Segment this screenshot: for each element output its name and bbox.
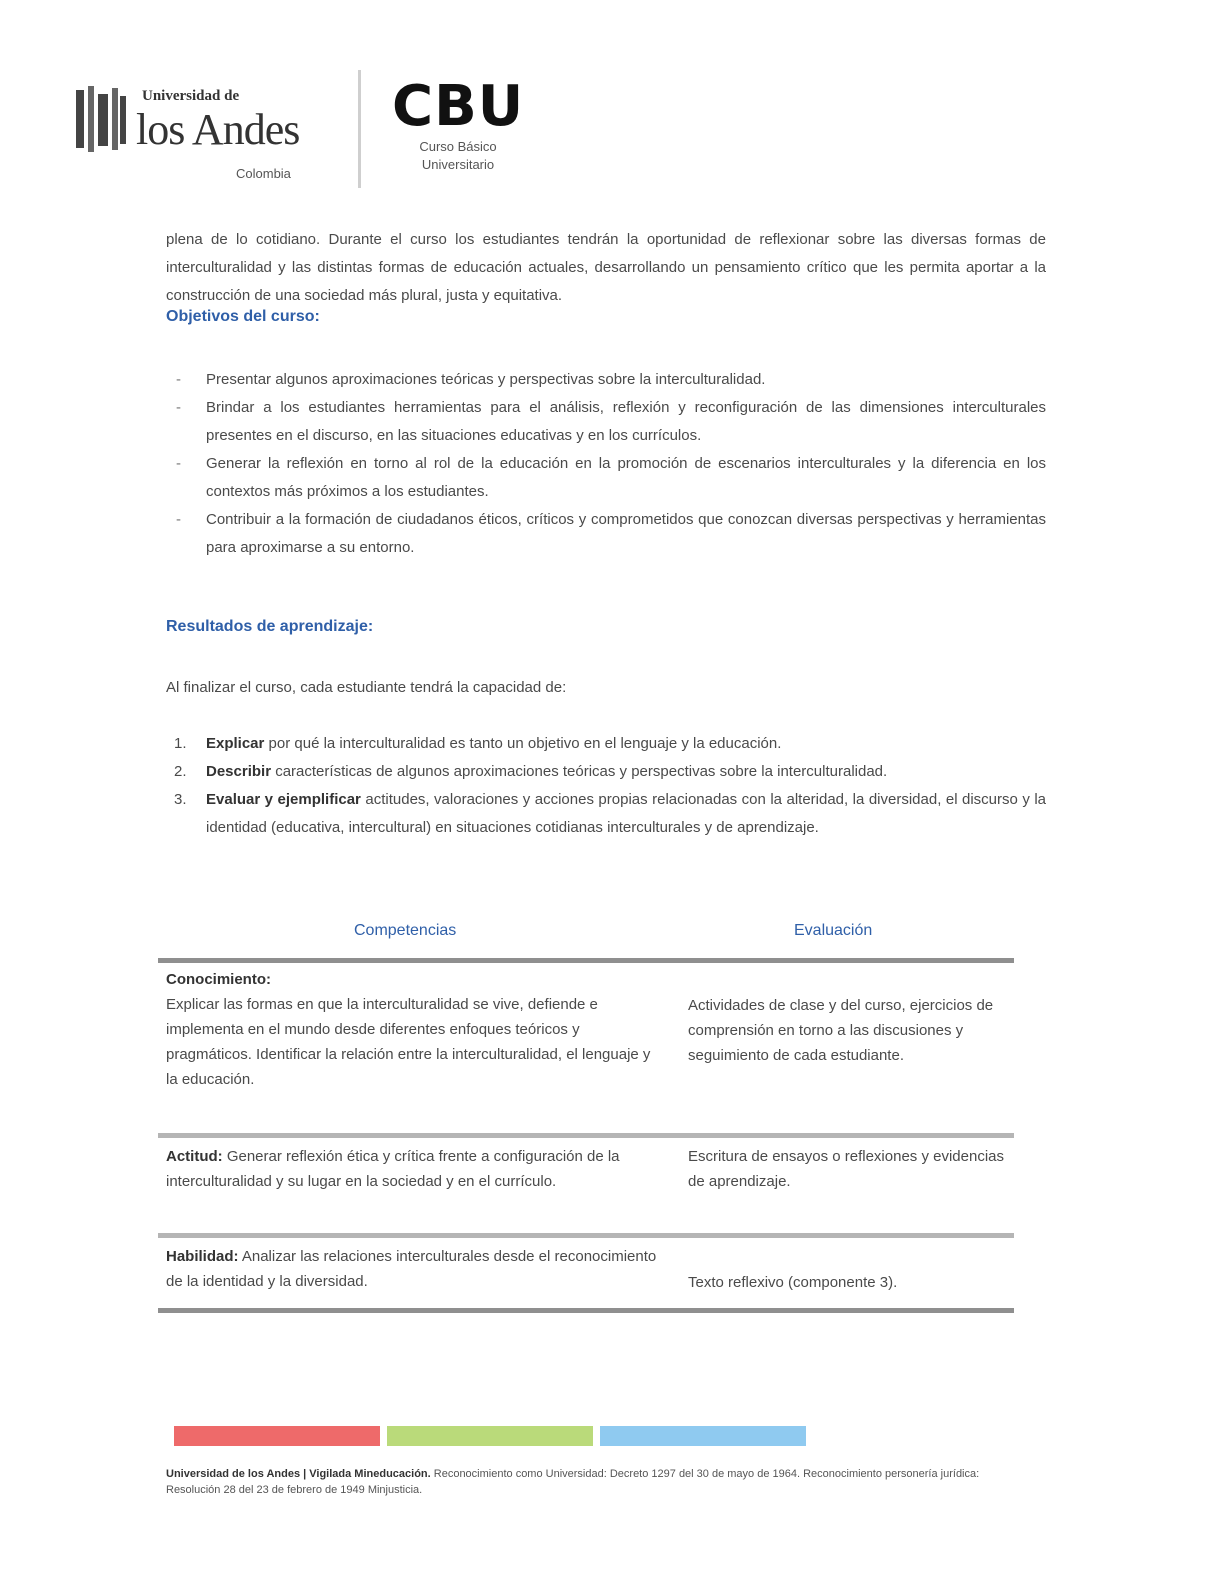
university-name-small: Universidad de <box>142 88 240 104</box>
table-row <box>158 1138 1014 1233</box>
footer-color-bar-green <box>387 1426 593 1446</box>
footer-color-bar-red <box>174 1426 380 1446</box>
page-footer <box>166 1466 986 1498</box>
intro-paragraph: plena de lo cotidiano. Durante el curso los estudiantes tendrán la oportunidad de reflexionar sobre las diversas formas de interculturalidad y las distintas formas de educación actuales, desarrollando un pensamiento crítico que les permita aportar a la construcción de una sociedad más plural, justa y equitativa. <box>166 231 1046 304</box>
footer-institution: Universidad de los Andes | Vigilada Mineducación. <box>166 1468 431 1480</box>
outcome-text: por qué la interculturalidad es tanto un objetivo en el lenguaje y la educación. <box>264 735 782 752</box>
objective-item: - Contribuir a la formación de ciudadanos éticos, críticos y comprometidos que conozcan diversas perspectivas y herramientas para aproximarse a su entorno. <box>166 506 1046 562</box>
outcome-item <box>166 786 1046 842</box>
cbu-logo: CBU <box>392 74 525 139</box>
university-city: Colombia <box>236 166 291 181</box>
objective-item: - Presentar algunos aproximaciones teóricas y perspectivas sobre la interculturalidad. <box>166 366 1046 394</box>
competency-label: Habilidad: <box>166 1248 239 1265</box>
cbu-subtitle-line2: Universitario <box>421 157 495 172</box>
outcome-item <box>166 730 1046 758</box>
outcomes-list <box>166 730 1046 842</box>
university-name-big: los Andes <box>136 105 300 154</box>
university-emblem-icon <box>74 86 128 154</box>
footer-text: Reconocimiento como Universidad: Decreto 1297 del 30 de mayo de 1964. Reconocimiento personería jurídica: Resolución 28 del 23 de febrero de 1949 Minjusticia. <box>166 1468 980 1496</box>
competencies-table <box>158 920 1014 1313</box>
objective-item: - Brindar a los estudiantes herramientas para el análisis, reflexión y reconfiguración de las dimensiones interculturales presentes en el discurso, en las situaciones educativas y en los currículos. <box>166 394 1046 450</box>
objectives-list <box>166 366 1046 562</box>
table-rule-bottom <box>158 1308 1014 1313</box>
competency-label: Conocimiento: <box>166 971 271 988</box>
table-cell-competency <box>166 1244 666 1294</box>
university-logo <box>70 78 320 181</box>
table-header-evaluacion: Evaluación <box>794 922 873 939</box>
outcome-text: características de algunos aproximaciones teóricas y perspectivas sobre la interculturalidad. <box>271 763 888 780</box>
outcome-number: 2. <box>174 763 187 780</box>
outcomes-intro: Al finalizar el curso, cada estudiante tendrá la capacidad de: <box>166 679 567 696</box>
table-header-competencias: Competencias <box>354 922 457 939</box>
outcome-number: 3. <box>174 791 187 808</box>
intro-section <box>166 226 1046 310</box>
footer-color-bar-blue <box>600 1426 806 1446</box>
outcome-number: 1. <box>174 735 187 752</box>
outcome-verb: Describir <box>206 763 272 780</box>
objective-item: - Generar la reflexión en torno al rol de la educación en la promoción de escenarios interculturales y la diferencia en los contextos más próximos a los estudiantes. <box>166 450 1046 506</box>
outcome-verb: Evaluar y ejemplificar <box>206 791 361 808</box>
table-cell-evaluation: Texto reflexivo (componente 3). <box>688 1274 898 1291</box>
table-cell-competency <box>166 967 666 1092</box>
table-cell-competency <box>166 1144 666 1194</box>
outcomes-heading: Resultados de aprendizaje: <box>166 618 374 635</box>
header-divider <box>358 70 361 188</box>
competency-text: Explicar las formas en que la interculturalidad se vive, defiende e implementa en el mundo desde diferentes enfoques teóricos y pragmáticos. Identificar la relación entre la interculturalidad, el lenguaje y la educación. <box>166 996 651 1088</box>
cbu-subtitle-line1: Curso Básico <box>419 139 497 154</box>
competency-text: Generar reflexión ética y crítica frente a configuración de la interculturalidad y su lugar en la sociedad y en el currículo. <box>166 1148 620 1190</box>
competency-label: Actitud: <box>166 1148 223 1165</box>
table-cell-evaluation: Actividades de clase y del curso, ejercicios de comprensión en torno a las discusiones y seguimiento de cada estudiante. <box>688 997 994 1064</box>
table-cell-evaluation: Escritura de ensayos o reflexiones y evidencias de aprendizaje. <box>688 1148 1004 1190</box>
outcome-text: actitudes, valoraciones y acciones propias relacionadas con la alteridad, la diversidad, el discurso y la identidad (educativa, intercultural) en situaciones cotidianas interculturales y de aprendizaje. <box>206 791 1047 836</box>
page-header <box>70 70 540 190</box>
objectives-heading: Objetivos del curso: <box>166 308 320 325</box>
table-row <box>158 1238 1014 1308</box>
table-header-row <box>158 920 1014 958</box>
competency-text: Analizar las relaciones interculturales desde el reconocimiento de la identidad y la diversidad. <box>166 1248 657 1290</box>
cbu-subtitle <box>398 138 518 174</box>
table-row <box>158 963 1014 1133</box>
outcome-item <box>166 758 1046 786</box>
outcome-verb: Explicar <box>206 735 265 752</box>
